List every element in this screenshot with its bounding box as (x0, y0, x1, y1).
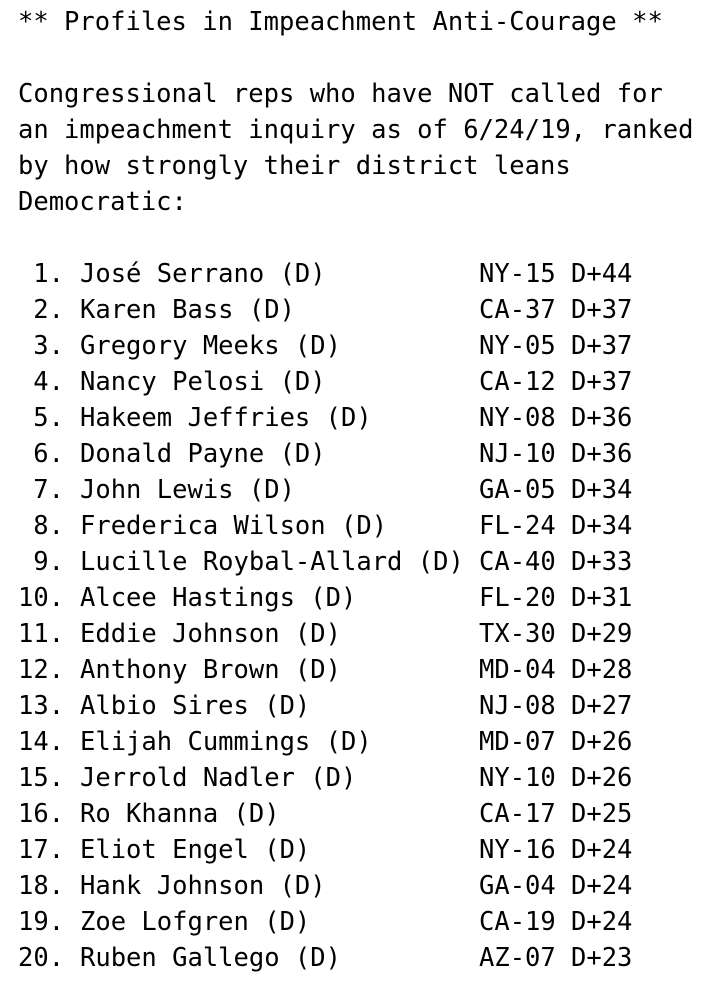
partisan-lean: D+26 (571, 727, 633, 757)
district-code: NJ-10 (479, 439, 556, 469)
list-item (18, 292, 708, 328)
district-code: NJ-08 (479, 691, 556, 721)
partisan-lean: D+34 (571, 511, 633, 541)
rep-name: Frederica Wilson (D) (80, 511, 388, 541)
rep-name: José Serrano (D) (80, 259, 326, 289)
district-code: NY-08 (479, 403, 556, 433)
rank-number: 10. (18, 583, 65, 613)
partisan-lean: D+26 (571, 763, 633, 793)
rank-number: 5. (33, 403, 64, 433)
rep-name: Eliot Engel (D) (80, 835, 311, 865)
intro-line: by how strongly their district leans (18, 151, 571, 181)
rep-name: Lucille Roybal-Allard (D) (80, 547, 464, 577)
rep-name: Ro Khanna (D) (80, 799, 280, 829)
intro-line: Congressional reps who have NOT called for (18, 79, 663, 109)
partisan-lean: D+36 (571, 403, 633, 433)
list-item (18, 868, 708, 904)
district-code: NY-16 (479, 835, 556, 865)
rep-name: Donald Payne (D) (80, 439, 326, 469)
spacer (18, 220, 708, 256)
rep-name: Ruben Gallego (D) (80, 943, 341, 973)
district-code: CA-17 (479, 799, 556, 829)
partisan-lean: D+25 (571, 799, 633, 829)
list-item (18, 328, 708, 364)
list-item (18, 724, 708, 760)
page-title: ** Profiles in Impeachment Anti-Courage ** (18, 7, 663, 37)
partisan-lean: D+44 (571, 259, 633, 289)
district-code: NY-10 (479, 763, 556, 793)
district-code: CA-12 (479, 367, 556, 397)
district-code: NY-05 (479, 331, 556, 361)
rank-number: 13. (18, 691, 65, 721)
rep-name: Elijah Cummings (D) (80, 727, 372, 757)
rank-number: 15. (18, 763, 65, 793)
rank-number: 11. (18, 619, 65, 649)
partisan-lean: D+29 (571, 619, 633, 649)
rep-name: Karen Bass (D) (80, 295, 295, 325)
partisan-lean: D+27 (571, 691, 633, 721)
intro-line: Democratic: (18, 187, 187, 217)
district-code: CA-19 (479, 907, 556, 937)
district-code: CA-40 (479, 547, 556, 577)
rank-number: 18. (18, 871, 65, 901)
district-code: MD-04 (479, 655, 556, 685)
list-item (18, 580, 708, 616)
rep-name: Nancy Pelosi (D) (80, 367, 326, 397)
rep-name: John Lewis (D) (80, 475, 295, 505)
district-code: GA-05 (479, 475, 556, 505)
rep-list (18, 256, 708, 976)
list-item (18, 400, 708, 436)
rank-number: 12. (18, 655, 65, 685)
list-item (18, 796, 708, 832)
rep-name: Albio Sires (D) (80, 691, 311, 721)
rep-name: Zoe Lofgren (D) (80, 907, 311, 937)
district-code: MD-07 (479, 727, 556, 757)
district-code: AZ-07 (479, 943, 556, 973)
district-code: CA-37 (479, 295, 556, 325)
rank-number: 8. (33, 511, 64, 541)
document (18, 4, 708, 976)
partisan-lean: D+36 (571, 439, 633, 469)
district-code: FL-24 (479, 511, 556, 541)
intro-line: an impeachment inquiry as of 6/24/19, ranked (18, 115, 694, 145)
rank-number: 20. (18, 943, 65, 973)
list-item (18, 616, 708, 652)
rep-name: Eddie Johnson (D) (80, 619, 341, 649)
list-item (18, 688, 708, 724)
partisan-lean: D+31 (571, 583, 633, 613)
rank-number: 3. (33, 331, 64, 361)
partisan-lean: D+24 (571, 835, 633, 865)
list-item (18, 904, 708, 940)
list-item (18, 256, 708, 292)
rep-name: Jerrold Nadler (D) (80, 763, 357, 793)
rank-number: 6. (33, 439, 64, 469)
rank-number: 9. (33, 547, 64, 577)
list-item (18, 472, 708, 508)
rep-name: Anthony Brown (D) (80, 655, 341, 685)
partisan-lean: D+37 (571, 295, 633, 325)
rank-number: 1. (33, 259, 64, 289)
list-item (18, 436, 708, 472)
list-item (18, 652, 708, 688)
rank-number: 7. (33, 475, 64, 505)
list-item (18, 940, 708, 976)
list-item (18, 832, 708, 868)
rank-number: 19. (18, 907, 65, 937)
partisan-lean: D+34 (571, 475, 633, 505)
rep-name: Gregory Meeks (D) (80, 331, 341, 361)
district-code: GA-04 (479, 871, 556, 901)
partisan-lean: D+24 (571, 907, 633, 937)
partisan-lean: D+37 (571, 331, 633, 361)
rank-number: 14. (18, 727, 65, 757)
district-code: FL-20 (479, 583, 556, 613)
rank-number: 16. (18, 799, 65, 829)
district-code: TX-30 (479, 619, 556, 649)
list-item (18, 760, 708, 796)
list-item (18, 364, 708, 400)
partisan-lean: D+33 (571, 547, 633, 577)
rank-number: 4. (33, 367, 64, 397)
rank-number: 17. (18, 835, 65, 865)
rep-name: Hank Johnson (D) (80, 871, 326, 901)
partisan-lean: D+24 (571, 871, 633, 901)
intro-paragraph (18, 76, 708, 220)
partisan-lean: D+37 (571, 367, 633, 397)
partisan-lean: D+28 (571, 655, 633, 685)
list-item (18, 544, 708, 580)
rep-name: Alcee Hastings (D) (80, 583, 357, 613)
spacer (18, 40, 708, 76)
rep-name: Hakeem Jeffries (D) (80, 403, 372, 433)
district-code: NY-15 (479, 259, 556, 289)
partisan-lean: D+23 (571, 943, 633, 973)
list-item (18, 508, 708, 544)
rank-number: 2. (33, 295, 64, 325)
